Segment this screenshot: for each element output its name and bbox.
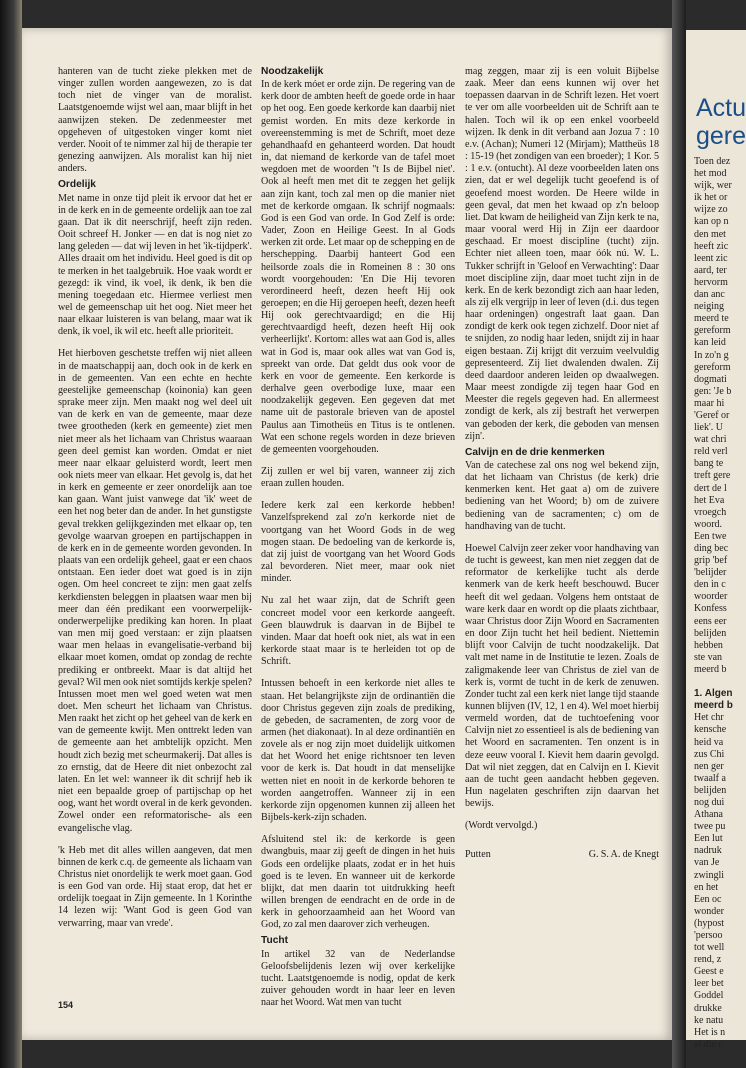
facing-text-line: Het is n	[694, 1026, 726, 1038]
facing-text-line: hervorm	[694, 276, 728, 288]
facing-text-line: maar hi	[694, 397, 725, 409]
facing-text-line: ik het or	[694, 192, 728, 204]
facing-heading-cont: meerd b	[694, 700, 733, 712]
facing-text-line: gereform	[694, 325, 731, 337]
book-gutter	[672, 0, 686, 1068]
facing-text-line: wijze zo	[694, 204, 728, 216]
facing-text-line: eens eer	[694, 615, 727, 627]
facing-text-line: Het chr	[694, 712, 724, 724]
facing-text-line: heeft zic	[694, 240, 729, 252]
paragraph: In artikel 32 van de Nederlandse Geloofsbelijdenis lezen wij over kerkelijke tucht. Laatstgenoemde is nodig, opdat de kerk zuiver gehouden wordt in haar leer en leven naar het Woord. Wat men van tucht	[261, 948, 455, 1009]
facing-text-line: woord.	[694, 518, 723, 530]
paragraph: hanteren van de tucht zieke plekken met de vinger zullen worden aangewezen, zo is dat toch niet de vinger van de moralist. Laatstgenoemde wijst wel aan, maar blijft in het aanwijzen steken. De zedenmeester met opgeheven of uitgestoken vinger komt niet verder. Nooit of te nimmer zal hij de therapie ter genezing aanwijzen. Als moralist kan hij niet anders.	[58, 66, 252, 175]
facing-text-line: treft gere	[694, 470, 731, 482]
facing-text-line: ste van	[694, 651, 723, 663]
facing-text-line: Geest e	[694, 966, 724, 978]
facing-page-title	[696, 94, 746, 150]
facing-text-line: dert de l	[694, 482, 727, 494]
continuation-note: (Wordt vervolgd.)	[465, 820, 538, 832]
facing-text-line: het Eva	[694, 494, 725, 506]
facing-text-line: leer bet	[694, 978, 724, 990]
facing-text-line: dogmati	[694, 373, 727, 385]
facing-text-line: hebben	[694, 639, 723, 651]
magazine-page-154	[22, 28, 672, 1040]
facing-text-line: twaalf a	[694, 772, 726, 784]
paragraph: Van de catechese zal ons nog wel bekend zijn, dat het lichaam van Christus (de kerk) drie kenmerken kent. Het gaat a) om de zuivere bediening van het Woord; b) om de zuivere bediening van de sacramenten; c) om de handhaving van de tucht.	[465, 460, 659, 532]
paragraph: Nu zal het waar zijn, dat de Schrift geen concreet model voor een kerkorde aangeeft. Geen blauwdruk is daarvan in de Bijbel te vinden. Maar dat hoeft ook niet, als wat in een kerkorde staat maar is te herleiden tot op de Schrift.	[261, 595, 455, 668]
facing-text-line: Een lut	[694, 833, 723, 845]
paragraph: Het hierboven geschetste treffen wij niet alleen in de maatschappij aan, doch ook in de kerk en in de gemeenten. Van een echte en hechte geestelijke gemeenschap (koinonia) kan geen sprake meer zijn. Men maakt nog wel deel uit van de kerk en van de gemeente, maar deze twee grootheden (kerk en gemeente) ziet men niet meer als het lichaam van Christus waaraan geen deel gemist kan worden. Omdat er niet meer naar elkaar geluisterd wordt, leert men ook niets meer van elkaar. Het gevolg is, dat het in kerk en gemeente er zeer onordelijk aan toe kan gaan. Want juist vanwege dat 'ik' weet de een het nog beter dan de ander. In het gunstigste geval trekken gelijkgezinden met elkaar op, ten gevolge waarvan groepen en partijschappen in de kerk en in de gemeente worden gevonden. In plaats van een ordelijk geheel, gaat er een chaos ontstaan. Een ieder doet wat goed is in zijn ogen. Om heel concreet te zijn: men gaat zelfs kerkdiensten beleggen in plaatsen waar men bij meer dan één predikant een voorwerpelijk-onderwerpelijke prediking kan horen. In plaat van men mij goed verstaan: er zijn plaatsen waar men helaas in evangelisatie-verband bij elkaar moet komen, omdat op zondag de rechte prediking er ontbreekt. Maar is dat altijd het geval? Wil men ook niet somtijds kerkje spelen? Intussen moet men wel goed weten wat men doet. Men scheurt het lichaam van Christus. Men raakt het zicht op het geheel van de kerk en van de gemeente kwijt. Men onttrekt leden van de gemeente aan het ambtelijk opzicht. Men houdt zich bezig met scheurmakerij. Dat alles is zo ernstig, dat de Heere dit niet onbezocht zal laten. En let wel: wanneer ik dit schrijf heb ik niet een bepaalde groep of partijschap op het oog, want het wordt overal in de kerk gevonden. Zowel onder een reformatorische- als een evangelische vlag.	[58, 348, 252, 834]
author-signature	[465, 849, 659, 861]
facing-text-line: kan leid	[694, 337, 726, 349]
facing-text-line: bang te	[694, 458, 724, 470]
facing-text-line: 'belijder	[694, 567, 727, 579]
paragraph: Intussen behoeft in een kerkorde niet alles te staan. Het belangrijkste zijn de ordinantiën die door Christus gegeven zijn zoals de prediking, de gebeden, de sacramenten, de zorg voor de armen (het diakonaat). In al deze ordinantiën en zovele als er nog zijn moet duidelijk uitkomen dat het Woord het enige richtsnoer ten leven voor de kerk is. Dat houdt in dat menselijke wetten niet en nooit in de kerkorde behoren te worden aangetroffen. Wanneer zij in een kerkorde zijn opgenomen kunnen zij alleen het Bijbels-kerk-zijn schaden.	[261, 678, 455, 824]
title-line: gere	[696, 122, 746, 150]
facing-text-line: woorder	[694, 591, 728, 603]
facing-text-line: 'persoo	[694, 930, 723, 941]
page-number: 154	[58, 1000, 74, 1010]
facing-text-line: Goddel	[694, 990, 724, 1002]
facing-text-line: Een twe	[694, 530, 727, 542]
text-column-2	[261, 66, 455, 1026]
facing-text-line: zus Chi	[694, 748, 725, 760]
spacer	[694, 676, 746, 688]
facing-text-line: belijden	[694, 784, 727, 796]
facing-text-line: meerd te	[694, 313, 729, 325]
facing-heading: 1. Algen	[694, 688, 733, 700]
facing-text-line: heid va	[694, 736, 724, 748]
title-line: Actu	[696, 94, 746, 122]
facing-text-line: rend, z	[694, 954, 722, 966]
facing-text-line: Athana	[694, 809, 723, 821]
facing-text-line: den in c	[694, 579, 726, 591]
facing-text-line: van Je	[694, 857, 720, 869]
facing-page-text	[694, 156, 746, 1051]
facing-text-line: reld verl	[694, 446, 728, 458]
facing-text-line: leent zic	[694, 252, 728, 264]
facing-text-line: belijden	[694, 627, 727, 639]
facing-text-line: gereform	[694, 361, 731, 373]
facing-text-line: wat chri	[694, 434, 727, 446]
facing-text-line: gen: 'Je b	[694, 385, 732, 397]
section-heading-ordelijk: Ordelijk	[58, 179, 96, 191]
facing-text-line: vroegch	[694, 506, 727, 518]
facing-text-line: 'Geref or	[694, 409, 730, 421]
facing-page-fragment	[686, 30, 746, 1050]
paragraph: Afsluitend stel ik: de kerkorde is geen dwangbuis, maar zij geeft de dingen in het huis Gods een ordelijke plaats, zodat er in het huis goed is te leven. En wanneer uit de kerkorde blijkt, dat men daarin tot uitdrukking heeft willen brengen de eendracht en de orde in de kerk in gehoorzaamheid aan het Woord van God, zo zal men daarover zich verheugen.	[261, 834, 455, 931]
facing-text-line: wonder	[694, 905, 724, 917]
paragraph: Hoewel Calvijn zeer zeker voor handhaving van de tucht is geweest, kan men niet zeggen dat de reformator de kerkelijke tucht als derde kenmerk van de kerk heeft beschouwd. Bucer heeft dit wel gedaan. Volgens hem ontstaat de ware kerk daar en wordt op die plaats zichtbaar, waar Christus door Zijn Woord en Sacramenten en door Zijn tucht het heil bedient. Niettemin blijft voor Calvijn de tucht noodzakelijk. Dat valt met name in de Institutie te lezen. Zoals de zaligmakende leer van Christus de ziel van de kerk is, vormt de tucht in de kerk de zenuwen. Zonder tucht zal een kerk niet lange tijd staande kunnen blijven (IV, 12, 1 en 4). Wel moet hierbij vermeld worden, dat de tuchtoefening voor Calvijn niet zo essentieel is als de bediening van het Woord en sacramenten. Ten onzent is in deze eeuw vooral I. Kievit hem daarin gevolgd. Dat wil niet zeggen, dat en Calvijn en I. Kievit aan de tucht geen aandacht hebben gegeven. Hun nagelaten geschriften zijn daarvan het bewijs.	[465, 542, 659, 810]
paragraph: Iedere kerk zal een kerkorde hebben! Vanzelfsprekend zal zo'n kerkorde niet de voortgang van het Woord Gods in de weg mogen staan. De bedoeling van de kerkorde is, dat zij juist de voortgang van het Woord Gods zal bevorderen. Niet meer, maar ook niet minder.	[261, 500, 455, 585]
facing-text-line: kan op n	[694, 216, 729, 228]
signature-place: Putten	[465, 848, 491, 860]
facing-text-line: wijk, wer	[694, 180, 732, 192]
facing-text-line: al die r	[694, 1038, 722, 1050]
facing-text-line: dan anc	[694, 289, 725, 301]
facing-text-line: en het	[694, 881, 719, 893]
facing-text-line: ke natu	[694, 1014, 724, 1026]
scan-left-edge	[0, 0, 22, 1068]
facing-text-line: liek'. U	[694, 422, 724, 434]
facing-text-line: twee pu	[694, 821, 726, 833]
facing-text-line: den met	[694, 228, 726, 240]
paragraph: Zij zullen er wel bij varen, wanneer zij zich eraan zullen houden.	[261, 466, 455, 490]
facing-text-line: neiging	[694, 301, 724, 313]
section-heading-calvijn: Calvijn en de drie kenmerken	[465, 446, 605, 458]
facing-text-line: Konfess	[694, 603, 727, 615]
facing-text-line: meerd b	[694, 663, 727, 675]
facing-text-line: (hypost	[694, 917, 724, 929]
paragraph: Met name in onze tijd pleit ik ervoor dat het er in de kerk en in de gemeente ordelijk aan toe zal gaan. Dat ik dit neerschrijf, heeft zijn reden. Ooit schreef H. Jonker — en dat is nog niet zo lang geleden — dat wij leven in het 'ik-tijdperk'. Alles draait om het individu. Heel goed is dit op te merken in het taalgebruik. Hoe vaak wordt er gezegd: ik vind, ik voel, ik denk, ik ben die mening toegedaan etc. Hiermee verliest men wel de gemeenschap uit het oog. Niet meer het naar elkaar luisteren is van belang, maar wat ik denk, ik voel, ik wil etc. heeft alle prioriteit.	[58, 192, 252, 338]
facing-text-line: grip 'bef	[694, 555, 728, 567]
facing-text-line: tot well	[694, 942, 725, 954]
facing-text-line: nog dui	[694, 796, 725, 808]
facing-text-line: Toen dez	[694, 156, 731, 167]
facing-text-line: Een oc	[694, 893, 722, 905]
facing-text-line: het mod	[694, 168, 727, 180]
paragraph: mag zeggen, maar zij is een voluit Bijbelse zaak. Meer dan eens kunnen wij over het toepassen daarvan in de Schrift lezen. Het voert te ver om alle voorbeelden uit de Schrift aan te halen. Toch wil ik op een enkel voorbeeld wijzen. Ik denk in dit verband aan Jozua 7 : 10 e.v. (Achan); Numeri 12 (Mirjam); Mattheüs 18 : 15-19 (het zondigen van een broeder); 1 Kor. 5 : 1 e.v. (ontucht). Al deze voorbeelden laten ons zien, dat er wel degelijk tucht geoefend is of geoefend moest worden. De Heere wilde in geen geval, dat men het kwaad op z'n beloop liet. Dat kwam de heiligheid van Zijn kerk te na, maar vooral werd Hij in Zijn eer daardoor geschaad. Er moest discipline (tucht) zijn. Echter niet alleen toen, maar óók nú. W. L. Tukker schrijft in 'Geloof en Verwachting': Daar moet discipline zijn, daar moet tucht zijn in de kerk. En de kerk bezondigt zich aan haar leden, als zij elk vergrijp in leer of leven (d.i. dus tegen haar ordeningen) ongestraft laat gaan. Dan zondigt de kerk ook tegen zichzelf. Door niet af te snijden, zo nodig haar leden, snijdt zij in haar eigen bestaan. Zij krijgt dit verzuim veelvuldig gepresenteerd. Zij liet dwalenden dwalen. Zij deed daardoor anderen leiden op dwaalwegen. Maar meest zondigde zij tegen haar God en Meester die regels gegeven had. En allermeest zondigt de kerk, als zij bestraft het verwerpen van geboden der kerk, die geboden van mensen zijn'.	[465, 66, 659, 442]
section-heading-tucht: Tucht	[261, 935, 288, 947]
section-heading-noodzakelijk: Noodzakelijk	[261, 66, 324, 77]
facing-text-line: drukke	[694, 1002, 722, 1014]
facing-text-line: In zo'n g	[694, 349, 729, 361]
signature-author: G. S. A. de Knegt	[588, 848, 659, 860]
facing-text-line: kensche	[694, 724, 727, 736]
facing-text-line: nadruk	[694, 845, 722, 857]
text-column-3	[465, 66, 659, 1026]
paragraph: In de kerk móet er orde zijn. De regering van de kerk door de ambten heeft de goede orde in haar op het oog. Een goede kerkorde kan daarbij niet gemist worden. En mits deze kerkorde in overeenstemming is met de Schrift, moet deze gehandhaafd en gehanteerd worden. Dat houdt in, dat niemand de kerkorde van de tafel moet wegdoen met de woorden ''t Is de Bijbel niet'. Ook al heeft men met dit te zeggen het gelijk aan zijn kant, toch zal men op die manier niet met de kerkorde omgaan. Ik schrijf nogmaals: God is een God van orde. In God Zelf is orde: Vader, Zoon en Heilige Geest. In al Gods werken zit orde. Let maar op de schepping en de herschepping. Daarbij hanteert God een heilsorde zoals die in Romeinen 8 : 30 ons wordt voorgehouden: 'En Die Hij tevoren verordineerd heeft, dezen heeft Hij ook geroepen; en die Hij geroepen heeft, dezen heeft Hij ook gerechtvaardigd; en die Hij gerechtvaardigd heeft, dezen heeft Hij ook verheerlijkt'. Kortom: alles wat aan God is, alles wat in God is, maar ook alles wat van God is, spreekt van orde. Dat geldt dus ook voor de kerk en voor de gemeente. Een kerkorde is derhalve geen overbodige luxe, maar een noodzakelijk gegeven. Een gegeven dat met name uit de pastorale brieven van de apostel Paulus aan Timotheüs en Titus is te ontlenen. Wat een schone regels worden in deze brieven de gemeenten voorgehouden.	[261, 79, 455, 455]
paragraph: 'k Heb met dit alles willen aangeven, dat men binnen de kerk c.q. de gemeente als lichaam van Christus niet onordelijk te werk moet gaan. God is een God van orde. Hij staat erop, dat het er ordelijk toegaat in Zijn gemeente. In 1 Korinthe 14 lezen wij: 'Want God is geen God van verwarring, maar van vrede'.	[58, 844, 252, 929]
facing-text-line: zwingli	[694, 869, 724, 881]
text-column-1	[58, 66, 252, 1026]
facing-text-line: aard, ter	[694, 264, 727, 276]
facing-text-line: ding bec	[694, 543, 729, 554]
facing-text-line: nen ger	[694, 760, 724, 772]
